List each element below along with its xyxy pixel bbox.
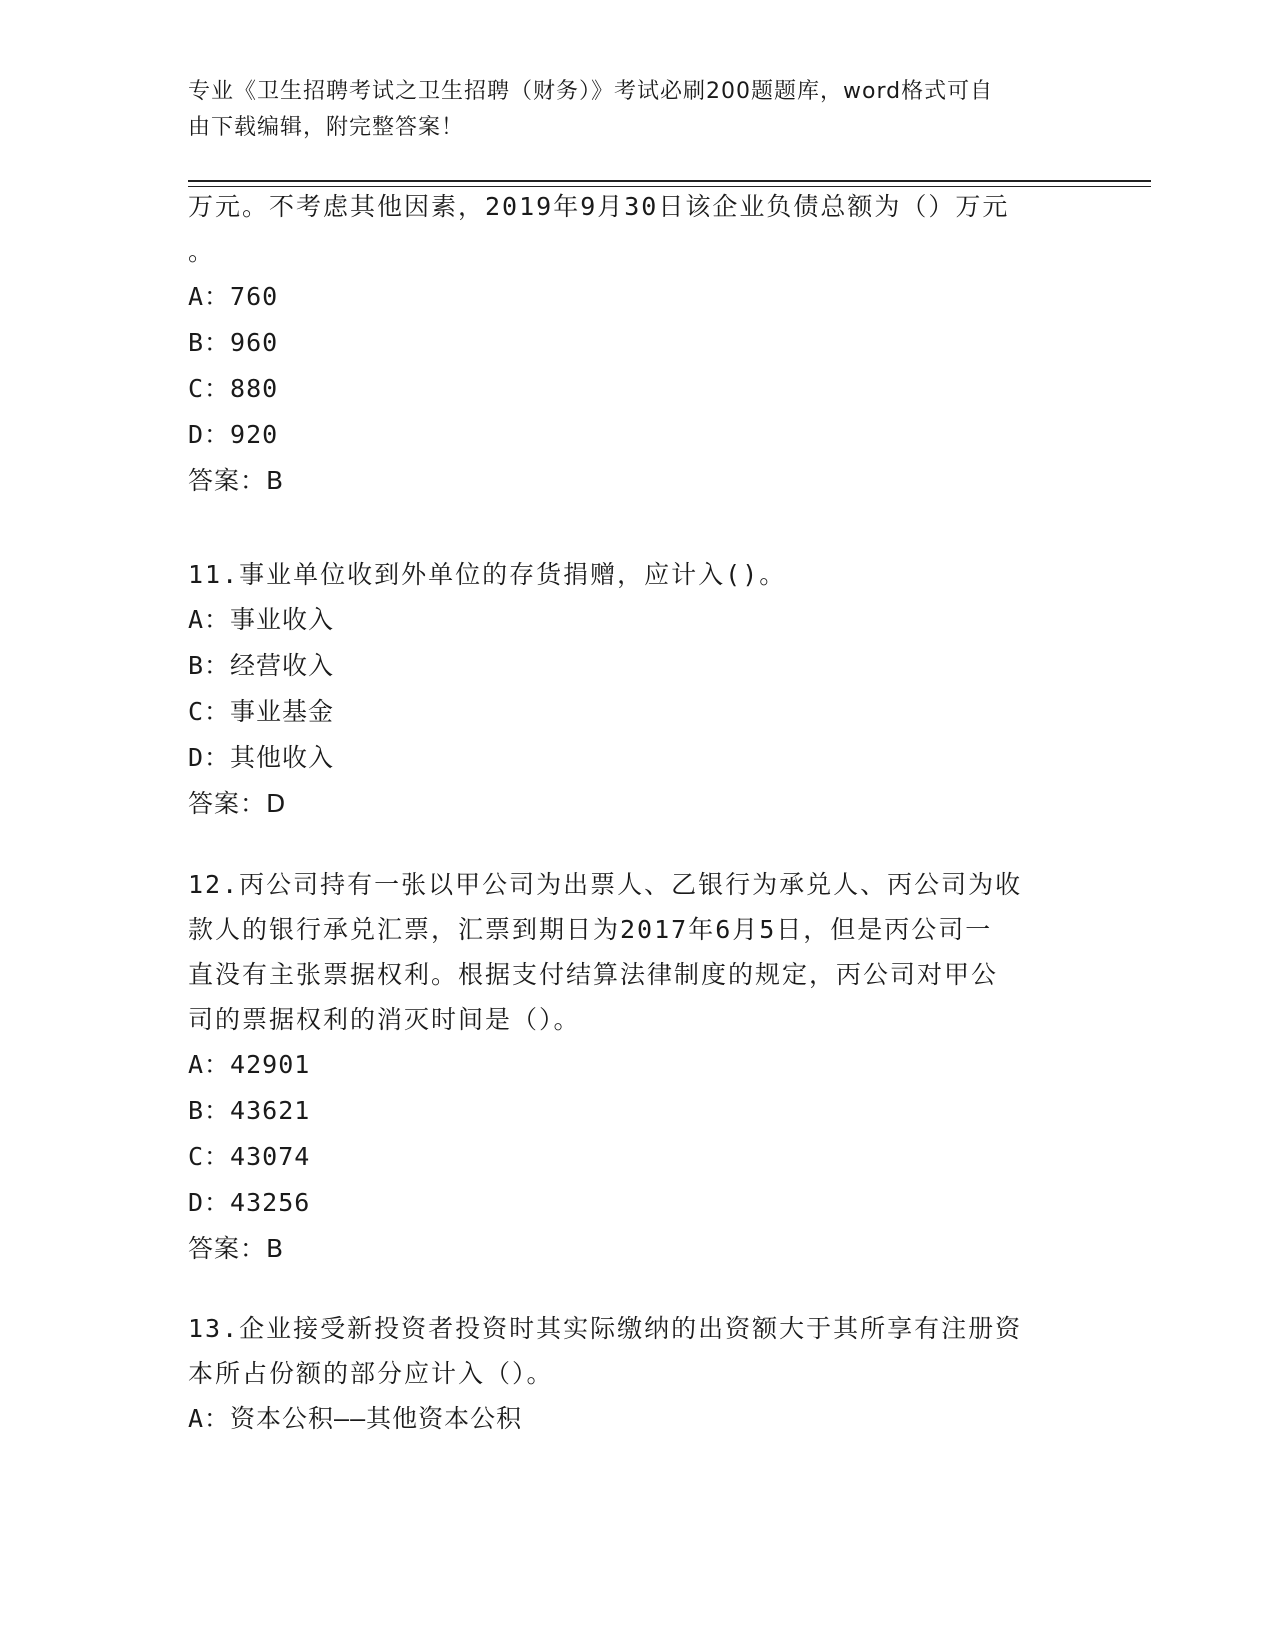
option-a: A：760 <box>188 282 279 311</box>
question-12 <box>188 862 1088 1272</box>
question-stem-line: 万元。不考虑其他因素，2019年9月30日该企业负债总额为（）万元 <box>188 192 1010 221</box>
question-stem-line: 13.企业接受新投资者投资时其实际缴纳的出资额大于其所享有注册资 <box>188 1314 1023 1343</box>
option-a: A：42901 <box>188 1050 311 1079</box>
option-a: A：资本公积——其他资本公积 <box>188 1404 523 1433</box>
header-line-1: 专业《卫生招聘考试之卫生招聘（财务）》考试必刷200题题库，word格式可自 <box>188 79 994 104</box>
option-c: C：事业基金 <box>188 697 335 726</box>
question-stem-line: 11.事业单位收到外单位的存货捐赠，应计入()。 <box>188 560 787 589</box>
header-rule-thick <box>188 180 1151 182</box>
answer: 答案：B <box>188 466 285 495</box>
question-10 <box>188 184 1088 504</box>
option-c: C：880 <box>188 374 279 403</box>
option-d: D：920 <box>188 420 279 449</box>
option-d: D：其他收入 <box>188 743 335 772</box>
option-b: B：960 <box>188 328 279 357</box>
question-11 <box>188 552 1088 827</box>
option-d: D：43256 <box>188 1188 311 1217</box>
header-line-2: 由下载编辑，附完整答案！ <box>188 115 465 140</box>
question-stem-line: 款人的银行承兑汇票，汇票到期日为2017年6月5日，但是丙公司一 <box>188 915 993 944</box>
option-b: B：43621 <box>188 1096 311 1125</box>
question-stem-line: 直没有主张票据权利。根据支付结算法律制度的规定，丙公司对甲公 <box>188 960 999 989</box>
document-header <box>188 74 1068 146</box>
question-stem-line: 司的票据权利的消灭时间是（）。 <box>188 1005 581 1034</box>
answer: 答案：D <box>188 789 287 818</box>
answer: 答案：B <box>188 1234 285 1263</box>
question-stem-line: 。 <box>188 237 216 266</box>
option-a: A：事业收入 <box>188 605 335 634</box>
option-c: C：43074 <box>188 1142 311 1171</box>
question-13 <box>188 1306 1088 1442</box>
question-stem-line: 12.丙公司持有一张以甲公司为出票人、乙银行为承兑人、丙公司为收 <box>188 870 1023 899</box>
option-b: B：经营收入 <box>188 651 335 680</box>
question-stem-line: 本所占份额的部分应计入（）。 <box>188 1359 554 1388</box>
